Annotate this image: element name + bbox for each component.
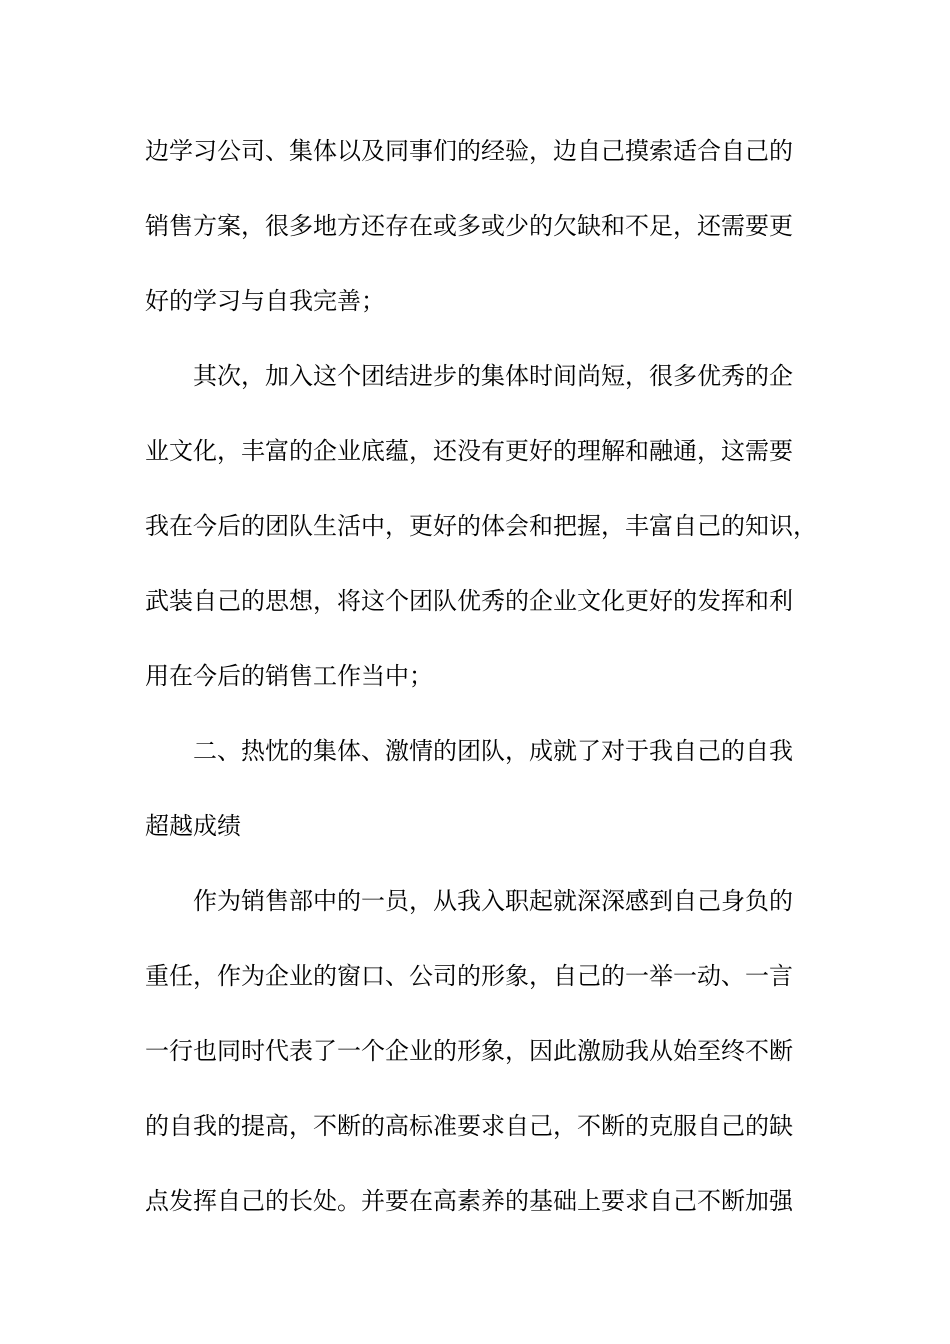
- body-text-line: 好的学习与自我完善；: [145, 287, 385, 315]
- body-text-line: 重任，作为企业的窗口、公司的形象，自己的一举一动、一言: [145, 962, 793, 990]
- body-text-line: 一行也同时代表了一个企业的形象，因此激励我从始至终不断: [145, 1037, 793, 1065]
- body-text-line: 武装自己的思想，将这个团队优秀的企业文化更好的发挥和利: [145, 587, 793, 615]
- body-text-line: 的自我的提高，不断的高标准要求自己，不断的克服自己的缺: [145, 1112, 793, 1140]
- body-text-line: 用在今后的销售工作当中；: [145, 662, 433, 690]
- body-text-line: 边学习公司、集体以及同事们的经验，边自己摸索适合自己的: [145, 137, 793, 165]
- body-text-line: 销售方案，很多地方还存在或多或少的欠缺和不足，还需要更: [145, 212, 793, 240]
- section-heading-line: 超越成绩: [145, 812, 241, 840]
- paragraph-first-line: 其次，加入这个团结进步的集体时间尚短，很多优秀的企: [193, 362, 793, 390]
- paragraph-first-line: 作为销售部中的一员，从我入职起就深深感到自己身负的: [193, 887, 793, 915]
- body-text-line: 我在今后的团队生活中，更好的体会和把握，丰富自己的知识，: [145, 512, 817, 540]
- body-text-line: 业文化，丰富的企业底蕴，还没有更好的理解和融通，这需要: [145, 437, 793, 465]
- body-text-line: 点发挥自己的长处。并要在高素养的基础上要求自己不断加强: [145, 1187, 793, 1215]
- section-heading-line: 二、热忱的集体、激情的团队，成就了对于我自己的自我: [193, 737, 793, 765]
